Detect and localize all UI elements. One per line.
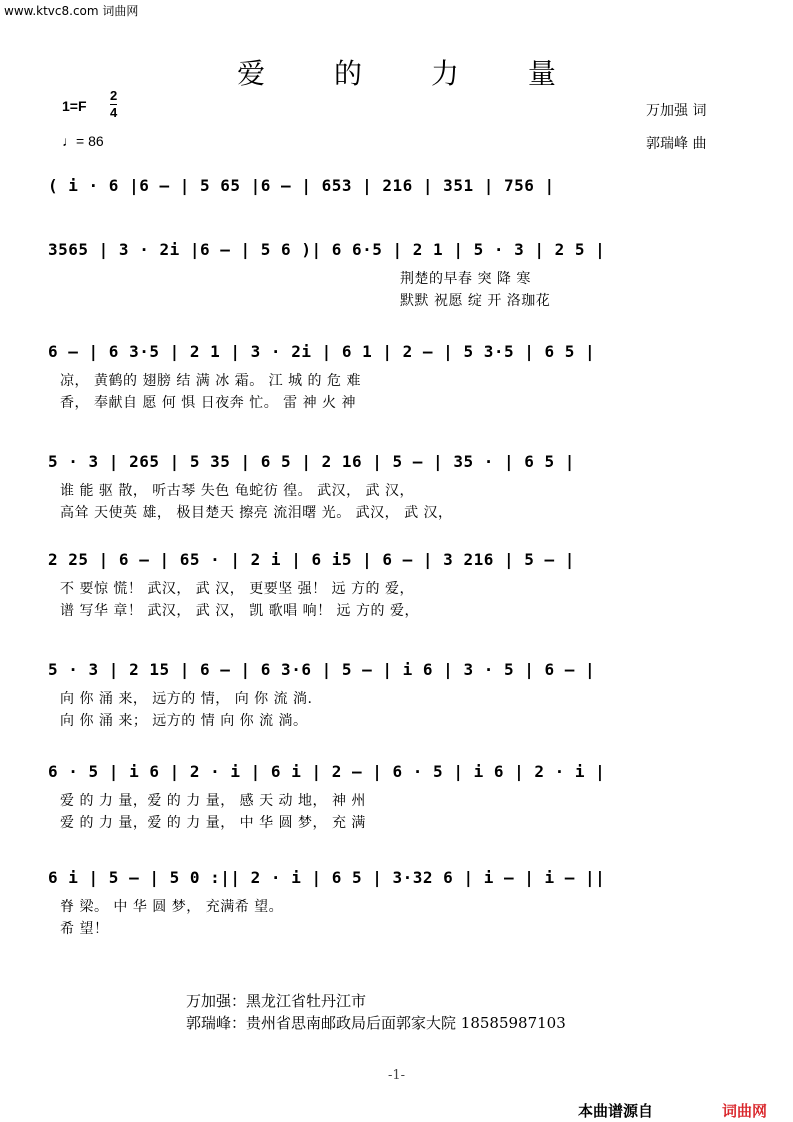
brand-link[interactable]: 词曲网 — [722, 1102, 768, 1120]
score-line-8: 6 i | 5 – | 5 0 :|| 2 · i | 6 5 | 3·32 6 | i – | i – || — [48, 868, 606, 887]
score-line-3: 6 – | 6 3·5 | 2 1 | 3 · 2i | 6 1 | 2 – | 5 3·5 | 6 5 | — [48, 342, 596, 361]
contact-lyricist: 万加强：黑龙江省牡丹江市 — [186, 992, 367, 1010]
lyrics-line-2-verse-1: 凉， 黄鹤的 翅膀 结 满 冰 霜。 江 城 的 危 难 — [60, 373, 361, 389]
page-number: -1- — [387, 1068, 406, 1083]
score-line-1: ( i · 6 |6 – | 5 65 |6 – | 653 | 216 | 351 | 756 | — [48, 176, 555, 195]
tempo-marking: ♩= 86 — [62, 133, 104, 149]
lyrics-line-4-verse-1: 不 要惊 慌！ 武汉， 武 汉， 更要坚 强！ 远 方的 爱， — [60, 581, 415, 597]
lyricist-credit: 万加强 词 — [646, 103, 707, 119]
time-signature-top: 2 — [110, 88, 118, 103]
score-line-2: 3565 | 3 · 2i |6 – | 5 6 )| 6 6·5 | 2 1 | 5 · 3 | 2 5 | — [48, 240, 606, 259]
score-line-4: 5 · 3 | 265 | 5 35 | 6 5 | 2 16 | 5 – | 35 · | 6 5 | — [48, 452, 575, 471]
lyrics-line-2-verse-2: 香， 奉献自 愿 何 惧 日夜奔 忙。 雷 神 火 神 — [60, 395, 357, 411]
key-signature: 1=F — [62, 98, 87, 114]
contact-composer: 郭瑞峰：贵州省思南邮政局后面郭家大院 18585987103 — [186, 1014, 566, 1032]
lyrics-line-7-verse-1: 脊 梁。 中 华 圆 梦， 充满希 望。 — [60, 899, 284, 915]
score-line-7: 6 · 5 | i 6 | 2 · i | 6 i | 2 – | 6 · 5 | i 6 | 2 · i | — [48, 762, 606, 781]
composer-credit: 郭瑞峰 曲 — [646, 136, 707, 152]
lyrics-line-6-verse-2: 爱 的 力 量，爱 的 力 量， 中 华 圆 梦， 充 满 — [60, 815, 366, 831]
lyrics-line-4-verse-2: 谱 写华 章！ 武汉， 武 汉， 凯 歌唱 响！ 远 方的 爱， — [60, 603, 419, 619]
lyrics-line-1-verse-1: 荆楚的早春 突 降 寒 — [400, 271, 531, 287]
song-title: 爱 的 力 量 — [237, 57, 586, 90]
site-watermark: www.ktvc8.com 词曲网 — [4, 4, 139, 18]
time-signature-bottom: 4 — [110, 105, 118, 120]
score-line-6: 5 · 3 | 2 15 | 6 – | 6 3·6 | 5 – | i 6 | 3 · 5 | 6 – | — [48, 660, 596, 679]
source-label: 本曲谱源自 — [578, 1102, 654, 1120]
lyrics-line-3-verse-2: 高耸 天使英 雄， 极目楚天 擦亮 流泪曙 光。 武汉， 武 汉， — [60, 505, 453, 521]
lyrics-line-3-verse-1: 谁 能 驱 散， 听古琴 失色 龟蛇彷 徨。 武汉， 武 汉， — [60, 483, 415, 499]
lyrics-line-7-verse-2: 希 望！ — [60, 921, 109, 937]
lyrics-line-6-verse-1: 爱 的 力 量，爱 的 力 量， 感 天 动 地， 神 州 — [60, 793, 366, 809]
time-signature — [110, 88, 117, 121]
lyrics-line-1-verse-2: 默默 祝愿 绽 开 洛珈花 — [400, 293, 551, 309]
lyrics-line-5-verse-2: 向 你 涌 来； 远方的 情 向 你 流 淌。 — [60, 713, 308, 729]
score-line-5: 2 25 | 6 – | 65 · | 2 i | 6 i5 | 6 – | 3 216 | 5 – | — [48, 550, 575, 569]
lyrics-line-5-verse-1: 向 你 涌 来， 远方的 情， 向 你 流 淌. — [60, 691, 313, 707]
